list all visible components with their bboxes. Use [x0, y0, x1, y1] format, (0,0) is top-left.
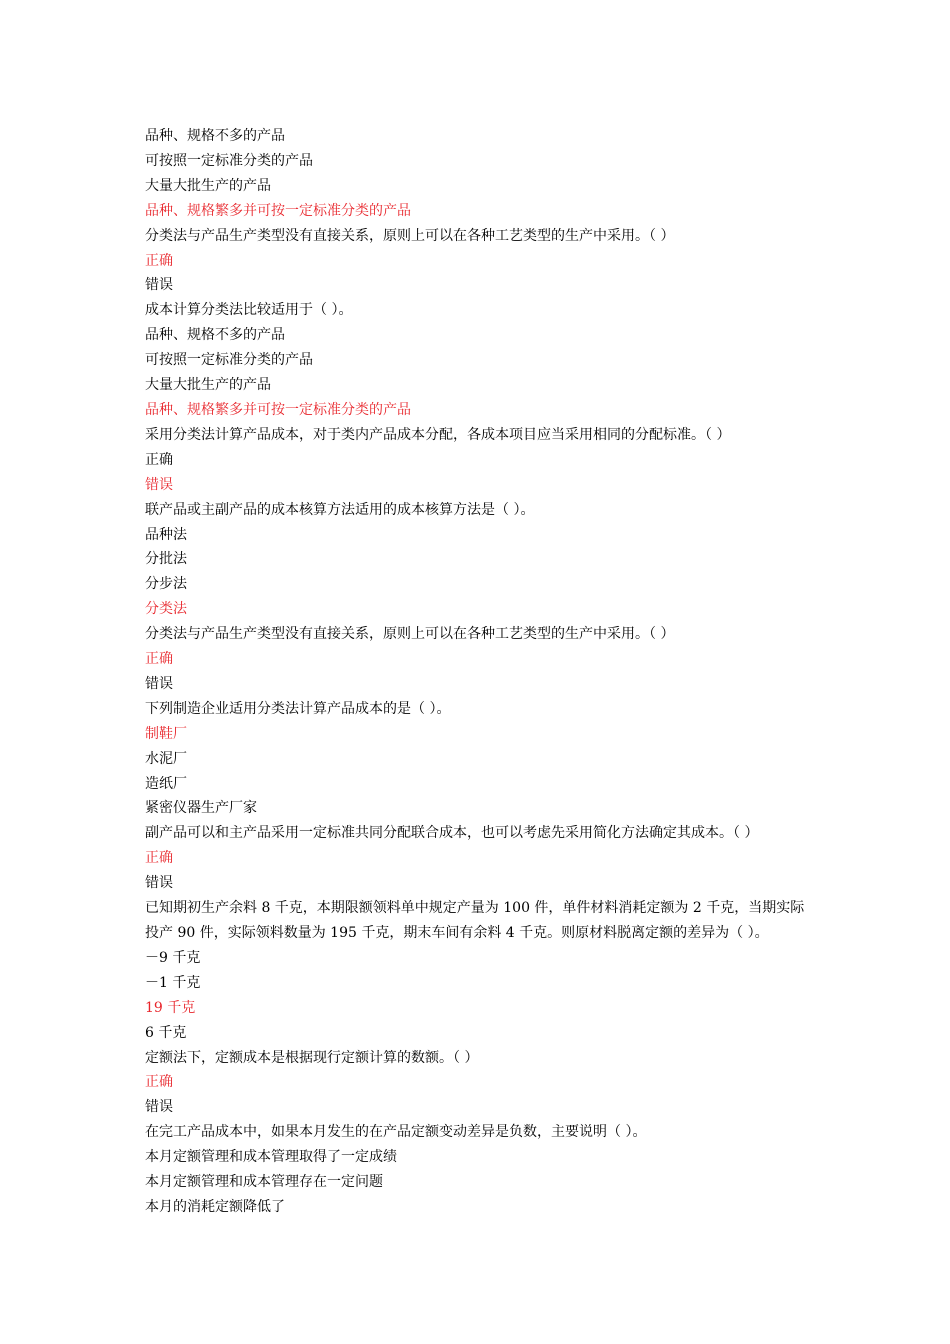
text-line: 大量大批生产的产品: [145, 177, 271, 194]
answer-line: 正确: [145, 1074, 173, 1091]
text-line: 6 千克: [145, 1024, 187, 1041]
text-line: 正确: [145, 451, 173, 468]
answer-line: 分类法: [145, 601, 187, 618]
text-line: 水泥厂: [145, 750, 187, 767]
document-body: [145, 124, 815, 1220]
text-line: －9 千克: [145, 949, 201, 966]
text-line: 副产品可以和主产品采用一定标准共同分配联合成本，也可以考虑先采用简化方法确定其成本。（ ）: [145, 825, 759, 842]
answer-line: 品种、规格繁多并可按一定标准分类的产品: [145, 401, 411, 418]
answer-line: 制鞋厂: [145, 725, 187, 742]
text-line: 分步法: [145, 576, 187, 593]
text-line: 分批法: [145, 551, 187, 568]
text-line: 紧密仪器生产厂家: [145, 800, 257, 817]
text-line: 采用分类法计算产品成本，对于类内产品成本分配，各成本项目应当采用相同的分配标准。（ ）: [145, 426, 731, 443]
text-line: 错误: [145, 277, 173, 294]
answer-line: 正确: [145, 651, 173, 668]
text-line: 已知期初生产余料 8 千克，本期限额领料单中规定产量为 100 件，单件材料消耗定额为 2 千克，当期实际投产 90 件，实际领料数量为 195 千克，期末车间有余料 4 千克。则原材料脱离定额的差异为（ ）。: [145, 900, 805, 941]
text-line: 品种、规格不多的产品: [145, 327, 285, 344]
text-line: 本月定额管理和成本管理存在一定问题: [145, 1174, 383, 1191]
text-line: 可按照一定标准分类的产品: [145, 152, 313, 169]
text-line: 定额法下，定额成本是根据现行定额计算的数额。（ ）: [145, 1049, 479, 1066]
text-line: 大量大批生产的产品: [145, 377, 271, 394]
text-line: 错误: [145, 1099, 173, 1116]
text-line: 分类法与产品生产类型没有直接关系，原则上可以在各种工艺类型的生产中采用。（ ）: [145, 227, 675, 244]
text-line: 可按照一定标准分类的产品: [145, 352, 313, 369]
text-line: 下列制造企业适用分类法计算产品成本的是（ ）。: [145, 700, 451, 717]
answer-line: 错误: [145, 476, 173, 493]
text-line: 联产品或主副产品的成本核算方法适用的成本核算方法是（ ）。: [145, 501, 535, 518]
text-line: 造纸厂: [145, 775, 187, 792]
text-line: 本月定额管理和成本管理取得了一定成绩: [145, 1149, 397, 1166]
text-line: 成本计算分类法比较适用于（ ）。: [145, 302, 353, 319]
text-line: 本月的消耗定额降低了: [145, 1198, 285, 1215]
text-line: 分类法与产品生产类型没有直接关系，原则上可以在各种工艺类型的生产中采用。（ ）: [145, 626, 675, 643]
text-line: 品种法: [145, 526, 187, 543]
answer-line: 品种、规格繁多并可按一定标准分类的产品: [145, 202, 411, 219]
text-line: 错误: [145, 875, 173, 892]
text-line: 错误: [145, 675, 173, 692]
text-line: 品种、规格不多的产品: [145, 128, 285, 144]
text-line: －1 千克: [145, 974, 201, 991]
answer-line: 正确: [145, 252, 173, 269]
answer-line: 19 千克: [145, 999, 196, 1016]
text-line: 在完工产品成本中，如果本月发生的在产品定额变动差异是负数，主要说明（ ）。: [145, 1124, 647, 1141]
answer-line: 正确: [145, 850, 173, 867]
